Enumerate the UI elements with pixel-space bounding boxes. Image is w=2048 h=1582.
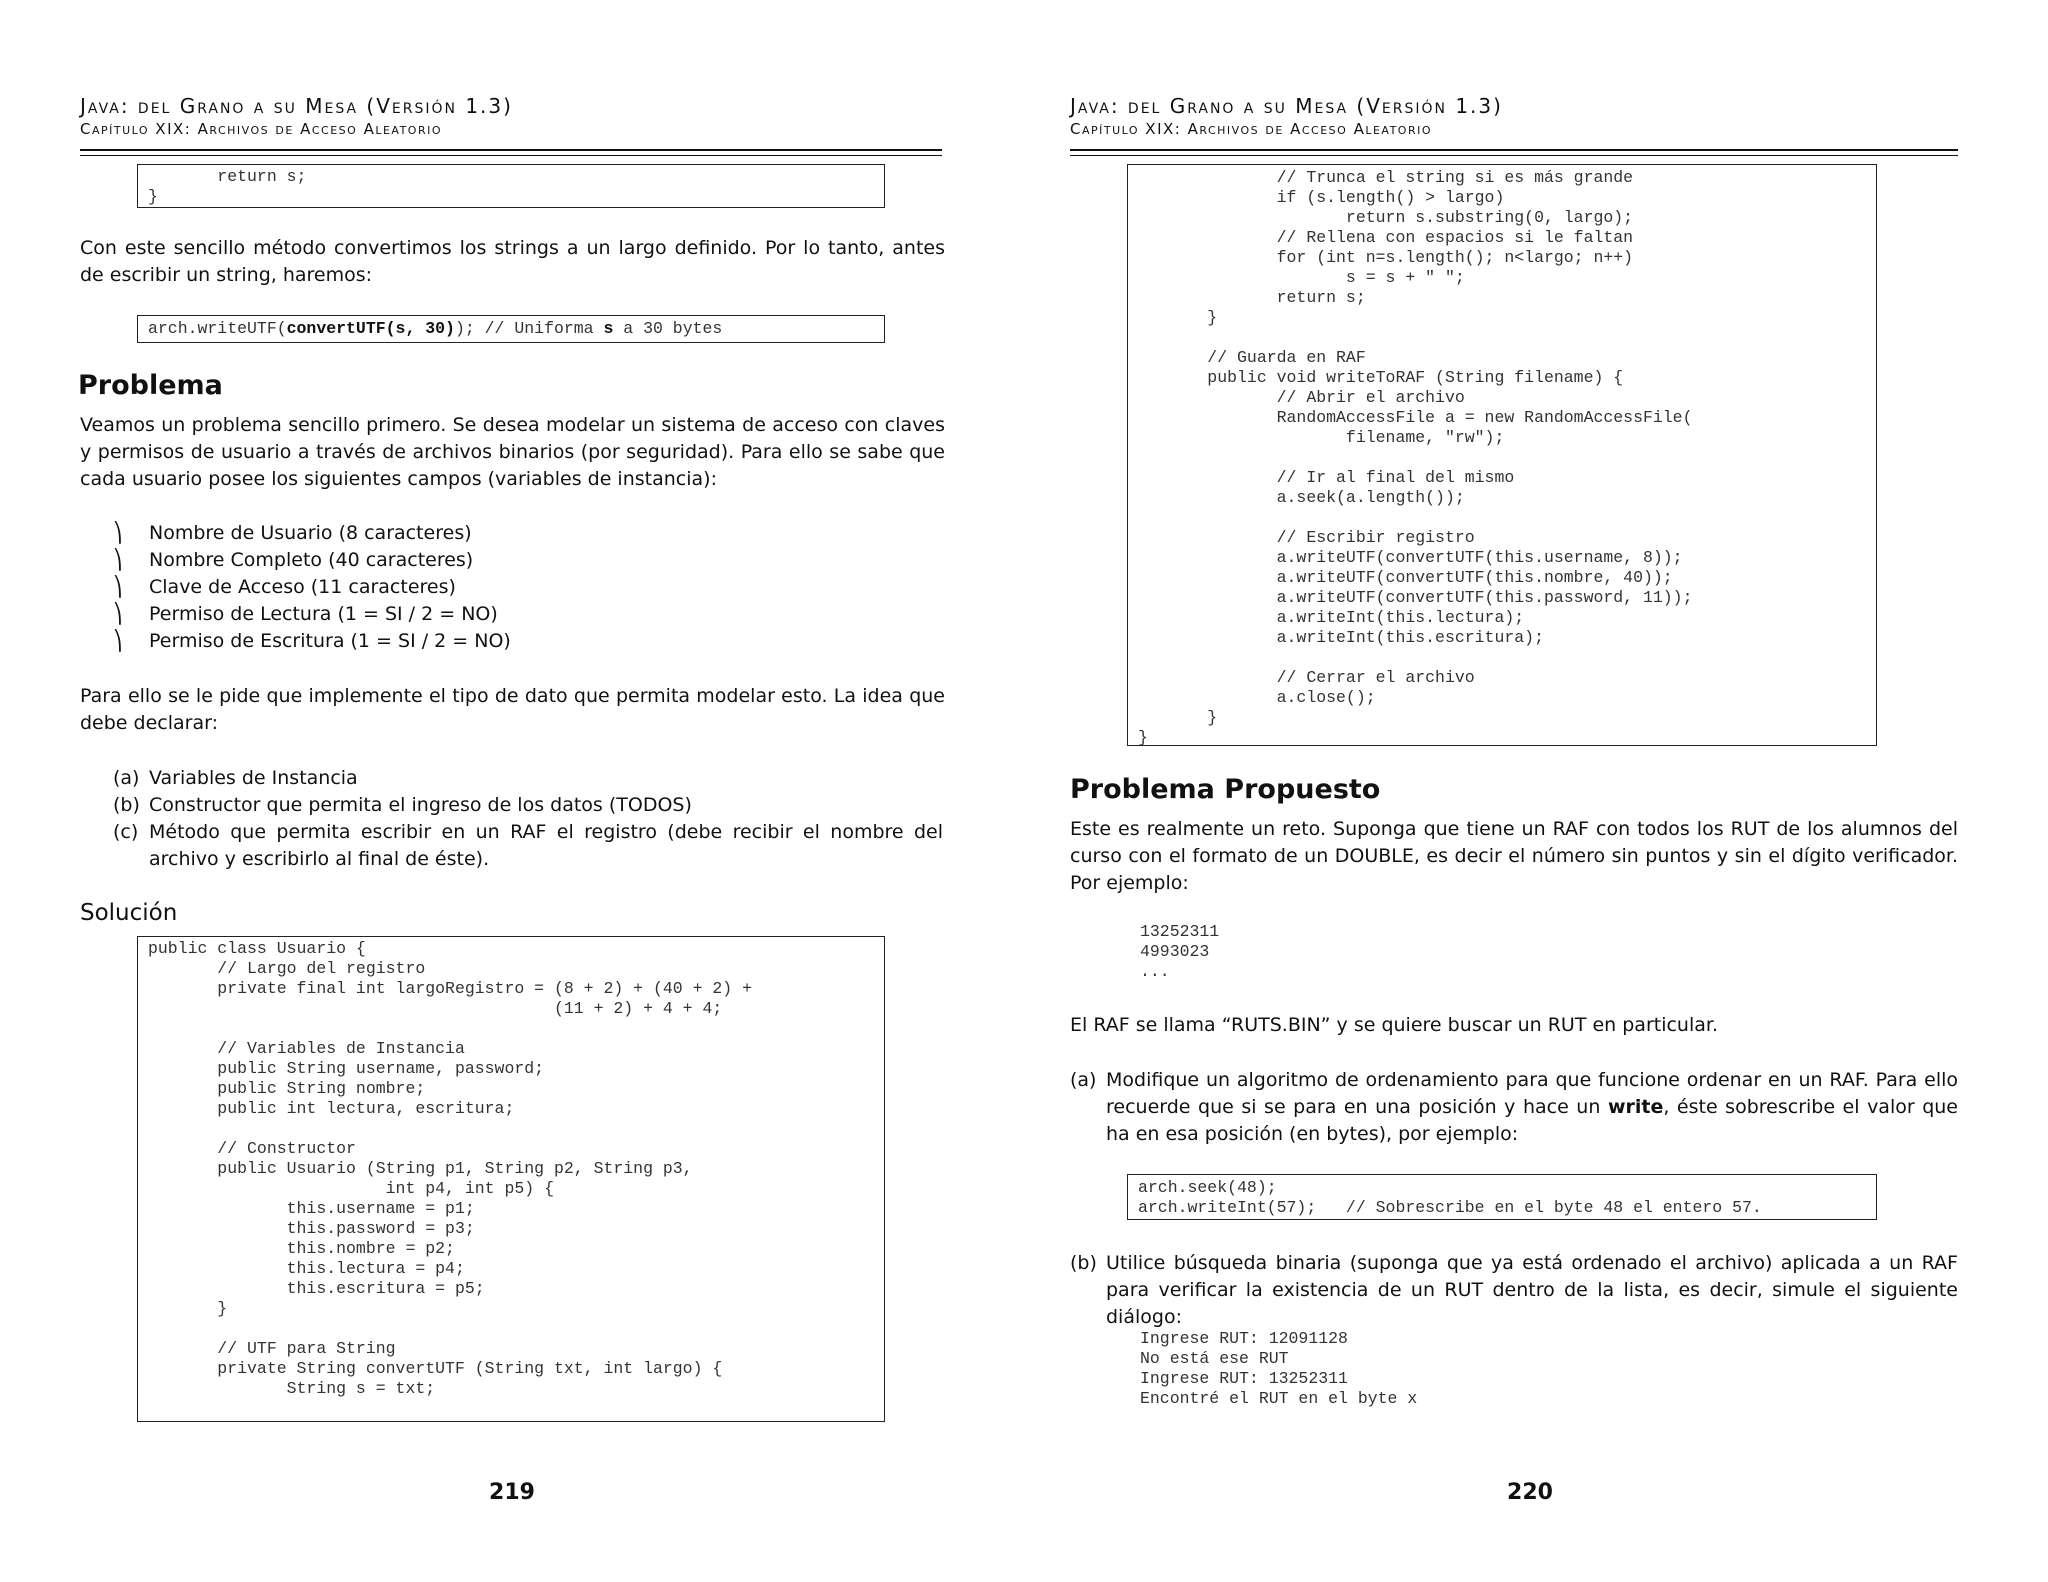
header-rule: [80, 149, 942, 151]
list-item: (a) Modifique un algoritmo de ordenamiento para que funcione ordenar en un RAF. Para ello recuerde que si se para en una posición y hace un write, éste sobrescribe el valor que ha en esa posición (en bytes), por ejemplo:: [1070, 1069, 1958, 1145]
code-dialog: Ingrese RUT: 12091128 No está ese RUT Ingrese RUT: 13252311 Encontré el RUT en el byte x: [1140, 1329, 1418, 1408]
list-item: ⎞ Clave de Acceso (11 caracteres): [113, 574, 511, 601]
code-box-continuation: [1127, 164, 1877, 746]
header-rule: [1070, 149, 1958, 151]
code-box-solution: [137, 936, 885, 1422]
page-number: 219: [489, 1480, 535, 1505]
bullet-icon: ⎞: [113, 522, 123, 544]
header-rule-thin: [1070, 155, 1958, 156]
paragraph-task: Para ello se le pide que implemente el tipo de dato que permita modelar esto. La idea que debe declarar:: [80, 685, 945, 734]
list-item: (a) Variables de Instancia: [113, 767, 358, 789]
header-rule-thin: [80, 155, 942, 156]
code-box-return: [137, 164, 885, 208]
code-box-seek: [1127, 1174, 1877, 1220]
item-a: [1070, 1067, 1958, 1148]
code-seek: arch.seek(48); arch.writeInt(57); // Sobrescribe en el byte 48 el entero 57.: [1138, 1178, 1762, 1217]
list-item: (b) Utilice búsqueda binaria (suponga que ya está ordenado el archivo) aplicada a un RAF para verificar la existencia de un RUT dentro de la lista, es decir, simule el siguiente diálogo:: [1070, 1252, 1958, 1328]
item-b: [1070, 1250, 1958, 1331]
list-item: (c) Método que permita escribir en un RAF el registro (debe recibir el nombre del archivo y escribirlo al final de éste).: [113, 821, 943, 870]
list-item: ⎞ Nombre Completo (40 caracteres): [113, 547, 511, 574]
paragraph-challenge: Este es realmente un reto. Suponga que tiene un RAF con todos los RUT de los alumnos del curso con el formato de un DOUBLE, es decir el número sin puntos y sin el dígito verificador. Por ejemplo:: [1070, 818, 1958, 894]
list-item: ⎞ Nombre de Usuario (8 caracteres): [113, 520, 511, 547]
paragraph-intro: Con este sencillo método convertimos los strings a un largo definido. Por lo tanto, antes de escribir un string, haremos:: [80, 237, 945, 286]
list-item: (b) Constructor que permita el ingreso de los datos (TODOS): [113, 794, 692, 816]
paragraph-raf-name: El RAF se llama “RUTS.BIN” y se quiere buscar un RUT en particular.: [1070, 1014, 1719, 1036]
right-page: [1024, 0, 2048, 1582]
header-title: Java: del Grano a su Mesa (Versión 1.3): [80, 94, 513, 118]
page-number: 220: [1507, 1480, 1553, 1505]
list-item: ⎞ Permiso de Lectura (1 = SI / 2 = NO): [113, 601, 511, 628]
subheading-solucion: Solución: [80, 900, 178, 926]
header-title: Java: del Grano a su Mesa (Versión 1.3): [1070, 94, 1503, 118]
bullet-icon: ⎞: [113, 576, 123, 598]
paragraph-problem: Veamos un problema sencillo primero. Se desea modelar un sistema de acceso con claves y permisos de usuario a través de archivos binarios (por seguridad). Para ello se sabe que cada usuario posee los siguientes campos (variables de instancia):: [80, 414, 945, 490]
header-chapter: Capítulo XIX: Archivos de Acceso Aleatorio: [80, 120, 443, 138]
bullet-icon: ⎞: [113, 630, 123, 652]
header-chapter: Capítulo XIX: Archivos de Acceso Aleatorio: [1070, 120, 1433, 138]
bullet-icon: ⎞: [113, 603, 123, 625]
heading-problema: Problema: [78, 370, 223, 401]
code-example-ruts: 13252311 4993023 ...: [1140, 922, 1220, 981]
code-box-write: [137, 315, 885, 343]
enum-list-requirements: [113, 765, 943, 873]
bullet-list-fields: [113, 520, 511, 655]
code-solution: public class Usuario { // Largo del registro private final int largoRegistro = (8 + 2) + (40 + 2) + (11 + 2) + 4 + 4; // Variables de Instancia public String username, password; public String nombre; public int lectura, escritura; // Constructor public Usuario (String p1, String p2, String p3, int p4, int p5) { this.username = p1; this.password = p3; this.nombre = p2; this.lectura = p4; this.escritura = p5; } // UTF para String private String convertUTF (String txt, int largo) { String s = txt;: [148, 939, 752, 1398]
code-write: arch.writeUTF(convertUTF(s, 30)); // Uniforma s a 30 bytes: [148, 319, 723, 338]
code-continuation: // Trunca el string si es más grande if (s.length() > largo) return s.substring(0, largo); // Rellena con espacios si le faltan for (int n=s.length(); n<largo; n++) s = s + " "; return s; } // Guarda en RAF public void writeToRAF (String filename) { // Abrir el archivo RandomAccessFile a = new RandomAccessFile( filename, "rw"); // Ir al final del mismo a.seek(a.length()); // Escribir registro a.writeUTF(convertUTF(this.username, 8)); a.writeUTF(convertUTF(this.nombre, 40)); a.writeUTF(convertUTF(this.password, 11)); a.writeInt(this.lectura); a.writeInt(this.escritura); // Cerrar el archivo a.close(); } }: [1138, 168, 1693, 747]
list-item: ⎞ Permiso de Escritura (1 = SI / 2 = NO): [113, 628, 511, 655]
code-return: return s; }: [148, 167, 307, 206]
heading-problema-propuesto: Problema Propuesto: [1070, 774, 1381, 805]
bullet-icon: ⎞: [113, 549, 123, 571]
